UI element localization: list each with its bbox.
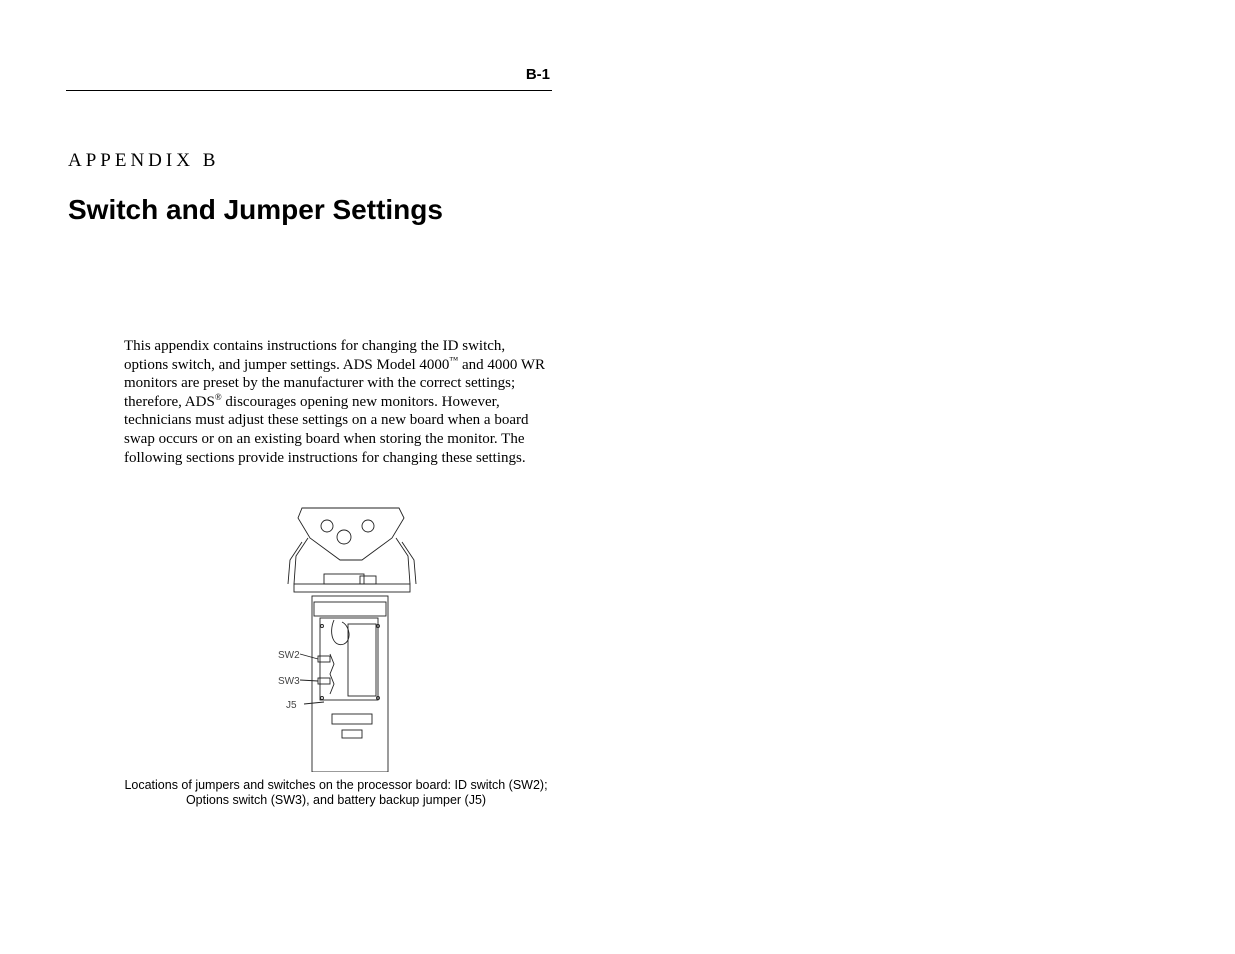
j5-label: J5 xyxy=(286,700,297,711)
header-rule xyxy=(66,90,552,91)
figure-caption xyxy=(116,778,556,808)
processor-board-diagram xyxy=(272,504,432,772)
page-number: B-1 xyxy=(525,66,550,83)
intro-paragraph xyxy=(124,337,552,467)
sw3-label: SW3 xyxy=(278,676,300,687)
appendix-label: APPENDIX B xyxy=(68,150,220,171)
intro-text-2: and 4000 WR monitors are preset by the manufacturer with the correct settings; therefore, ADS xyxy=(124,356,546,410)
trademark-symbol: ™ xyxy=(449,354,459,365)
registered-symbol: ® xyxy=(214,391,222,402)
caption-line-1: Locations of jumpers and switches on the processor board: ID switch (SW2); xyxy=(124,778,548,792)
caption-line-2: Options switch (SW3), and battery backup jumper (J5) xyxy=(185,793,487,807)
intro-text-1: This appendix contains instructions for changing the ID switch, options switch, and jumper settings. ADS Model 4000 xyxy=(124,338,506,373)
chapter-title: Switch and Jumper Settings xyxy=(68,194,443,225)
sw2-label: SW2 xyxy=(278,650,300,661)
intro-text-3: discourages opening new monitors. However, technicians must adjust these settings on a new board when a board swap occurs or on an existing board when storing the monitor. The following sections provide instructions for changing these settings. xyxy=(124,393,529,466)
